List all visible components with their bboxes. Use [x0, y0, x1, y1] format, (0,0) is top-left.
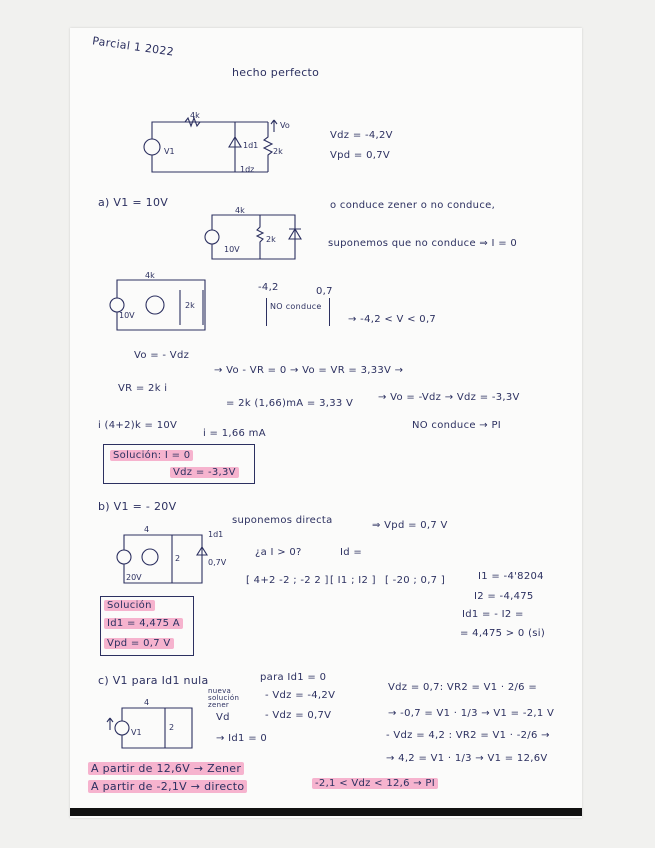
param-vpd: Vpd = 0,7V: [330, 150, 391, 161]
part-b-sol1: Solución: [104, 600, 155, 611]
part-a-note2: suponemos que no conduce ⇒ I = 0: [328, 238, 518, 249]
svg-text:2: 2: [169, 723, 175, 732]
range-right: 0,7: [316, 286, 333, 297]
part-a-label: a) V1 = 10V: [98, 196, 169, 209]
result-i2: I2 = -4,475: [474, 591, 534, 602]
matrix-b: [ -20 ; 0,7 ]: [385, 575, 446, 586]
part-c-vd: Vd: [216, 712, 230, 723]
part-a-note1: o conduce zener o no conduce,: [330, 200, 496, 211]
part-a-circuit2: [105, 271, 220, 335]
vo-label: Vo: [280, 121, 290, 130]
svg-text:4: 4: [144, 698, 150, 707]
page-title: Parcial 1 2022: [91, 34, 175, 59]
eq-vo: Vo = - Vdz: [134, 350, 190, 361]
range-label: NO conduce: [270, 302, 322, 311]
result-id-value: = 4,475 > 0 (si): [460, 628, 546, 639]
svg-text:10V: 10V: [119, 311, 135, 320]
part-b-sol2: Id1 = 4,475 A: [104, 618, 183, 629]
part-c-eq1: - Vdz = -4,2V: [265, 690, 336, 701]
part-c-sub: para Id1 = 0: [260, 672, 327, 683]
eq-vr-value: = 2k (1,66)mA = 3,33 V: [226, 398, 354, 409]
svg-text:20V: 20V: [126, 573, 142, 582]
result-id: Id1 = - I2 =: [462, 609, 524, 620]
eq-kvl: i (4+2)k = 10V: [98, 420, 178, 431]
param-vdz: Vdz = -4,2V: [330, 130, 393, 141]
svg-text:4k: 4k: [235, 206, 245, 215]
part-c-right4: → 4,2 = V1 · 1/3 → V1 = 12,6V: [386, 753, 548, 764]
svg-text:2k: 2k: [185, 301, 195, 310]
part-b-q2: Id =: [340, 547, 363, 558]
page-bottom-edge: [70, 808, 582, 816]
svg-text:1d1: 1d1: [208, 530, 224, 539]
part-c-eq3: → Id1 = 0: [216, 733, 268, 744]
part-c-circuit: [100, 700, 200, 750]
eq-vo-vr: → Vo - VR = 0 → Vo = VR = 3,33V →: [214, 365, 404, 376]
svg-text:10V: 10V: [224, 245, 240, 254]
eq-i: i = 1,66 mA: [203, 428, 266, 439]
source-label: V1: [164, 147, 175, 156]
part-c-right2: → -0,7 = V1 · 1/3 → V1 = -2,1 V: [388, 708, 555, 719]
idz-label: 1dz: [240, 165, 255, 174]
range-left: -4,2: [258, 282, 279, 293]
part-b-label: b) V1 = - 20V: [98, 500, 177, 513]
part-b-note2: ⇒ Vpd = 0,7 V: [372, 520, 448, 531]
range-result: → -4,2 < V < 0,7: [348, 314, 437, 325]
result-i1: I1 = -4'8204: [478, 571, 544, 582]
part-a-solution-value: Vdz = -3,3V: [170, 467, 239, 478]
eq-vr: VR = 2k i: [118, 383, 168, 394]
svg-text:2k: 2k: [266, 235, 276, 244]
r1-label: 4k: [190, 111, 200, 120]
part-a-circuit: [200, 207, 310, 262]
id-label: 1d1: [243, 141, 259, 150]
svg-text:0,7V: 0,7V: [208, 558, 227, 567]
part-b-sol3: Vpd = 0,7 V: [104, 638, 174, 649]
r2-label: 2k: [273, 147, 283, 156]
part-c-final3: -2,1 < Vdz < 12,6 → PI: [312, 778, 438, 789]
part-c-eq2: - Vdz = 0,7V: [265, 710, 332, 721]
part-c-note: nueva solución zener: [208, 687, 240, 709]
svg-text:V1: V1: [131, 728, 142, 737]
part-c-final2: A partir de -2,1V → directo: [88, 780, 247, 793]
part-b-note1: suponemos directa: [232, 515, 333, 526]
svg-text:4: 4: [144, 525, 150, 534]
eq-conclusion: NO conduce → PI: [412, 420, 502, 431]
part-b-q: ¿a I > 0?: [255, 547, 302, 558]
matrix-x: [ I1 ; I2 ]: [330, 575, 376, 586]
main-circuit-diagram: [140, 112, 310, 192]
range-bracket: [266, 298, 330, 326]
part-c-right1: Vdz = 0,7: VR2 = V1 · 2/6 =: [388, 682, 538, 693]
part-c-label: c) V1 para Id1 nula: [98, 674, 209, 687]
matrix-a: [ 4+2 -2 ; -2 2 ]: [246, 575, 329, 586]
part-b-circuit: [112, 525, 227, 585]
svg-text:4k: 4k: [145, 271, 155, 280]
page-subtitle: hecho perfecto: [232, 66, 320, 79]
part-c-right3: - Vdz = 4,2 : VR2 = V1 · -2/6 →: [386, 730, 550, 741]
part-a-solution-label: Solución: I = 0: [110, 450, 193, 461]
svg-text:2: 2: [175, 554, 181, 563]
part-c-final1: A partir de 12,6V → Zener: [88, 762, 244, 775]
eq-vdz: → Vo = -Vdz → Vdz = -3,3V: [378, 392, 520, 403]
